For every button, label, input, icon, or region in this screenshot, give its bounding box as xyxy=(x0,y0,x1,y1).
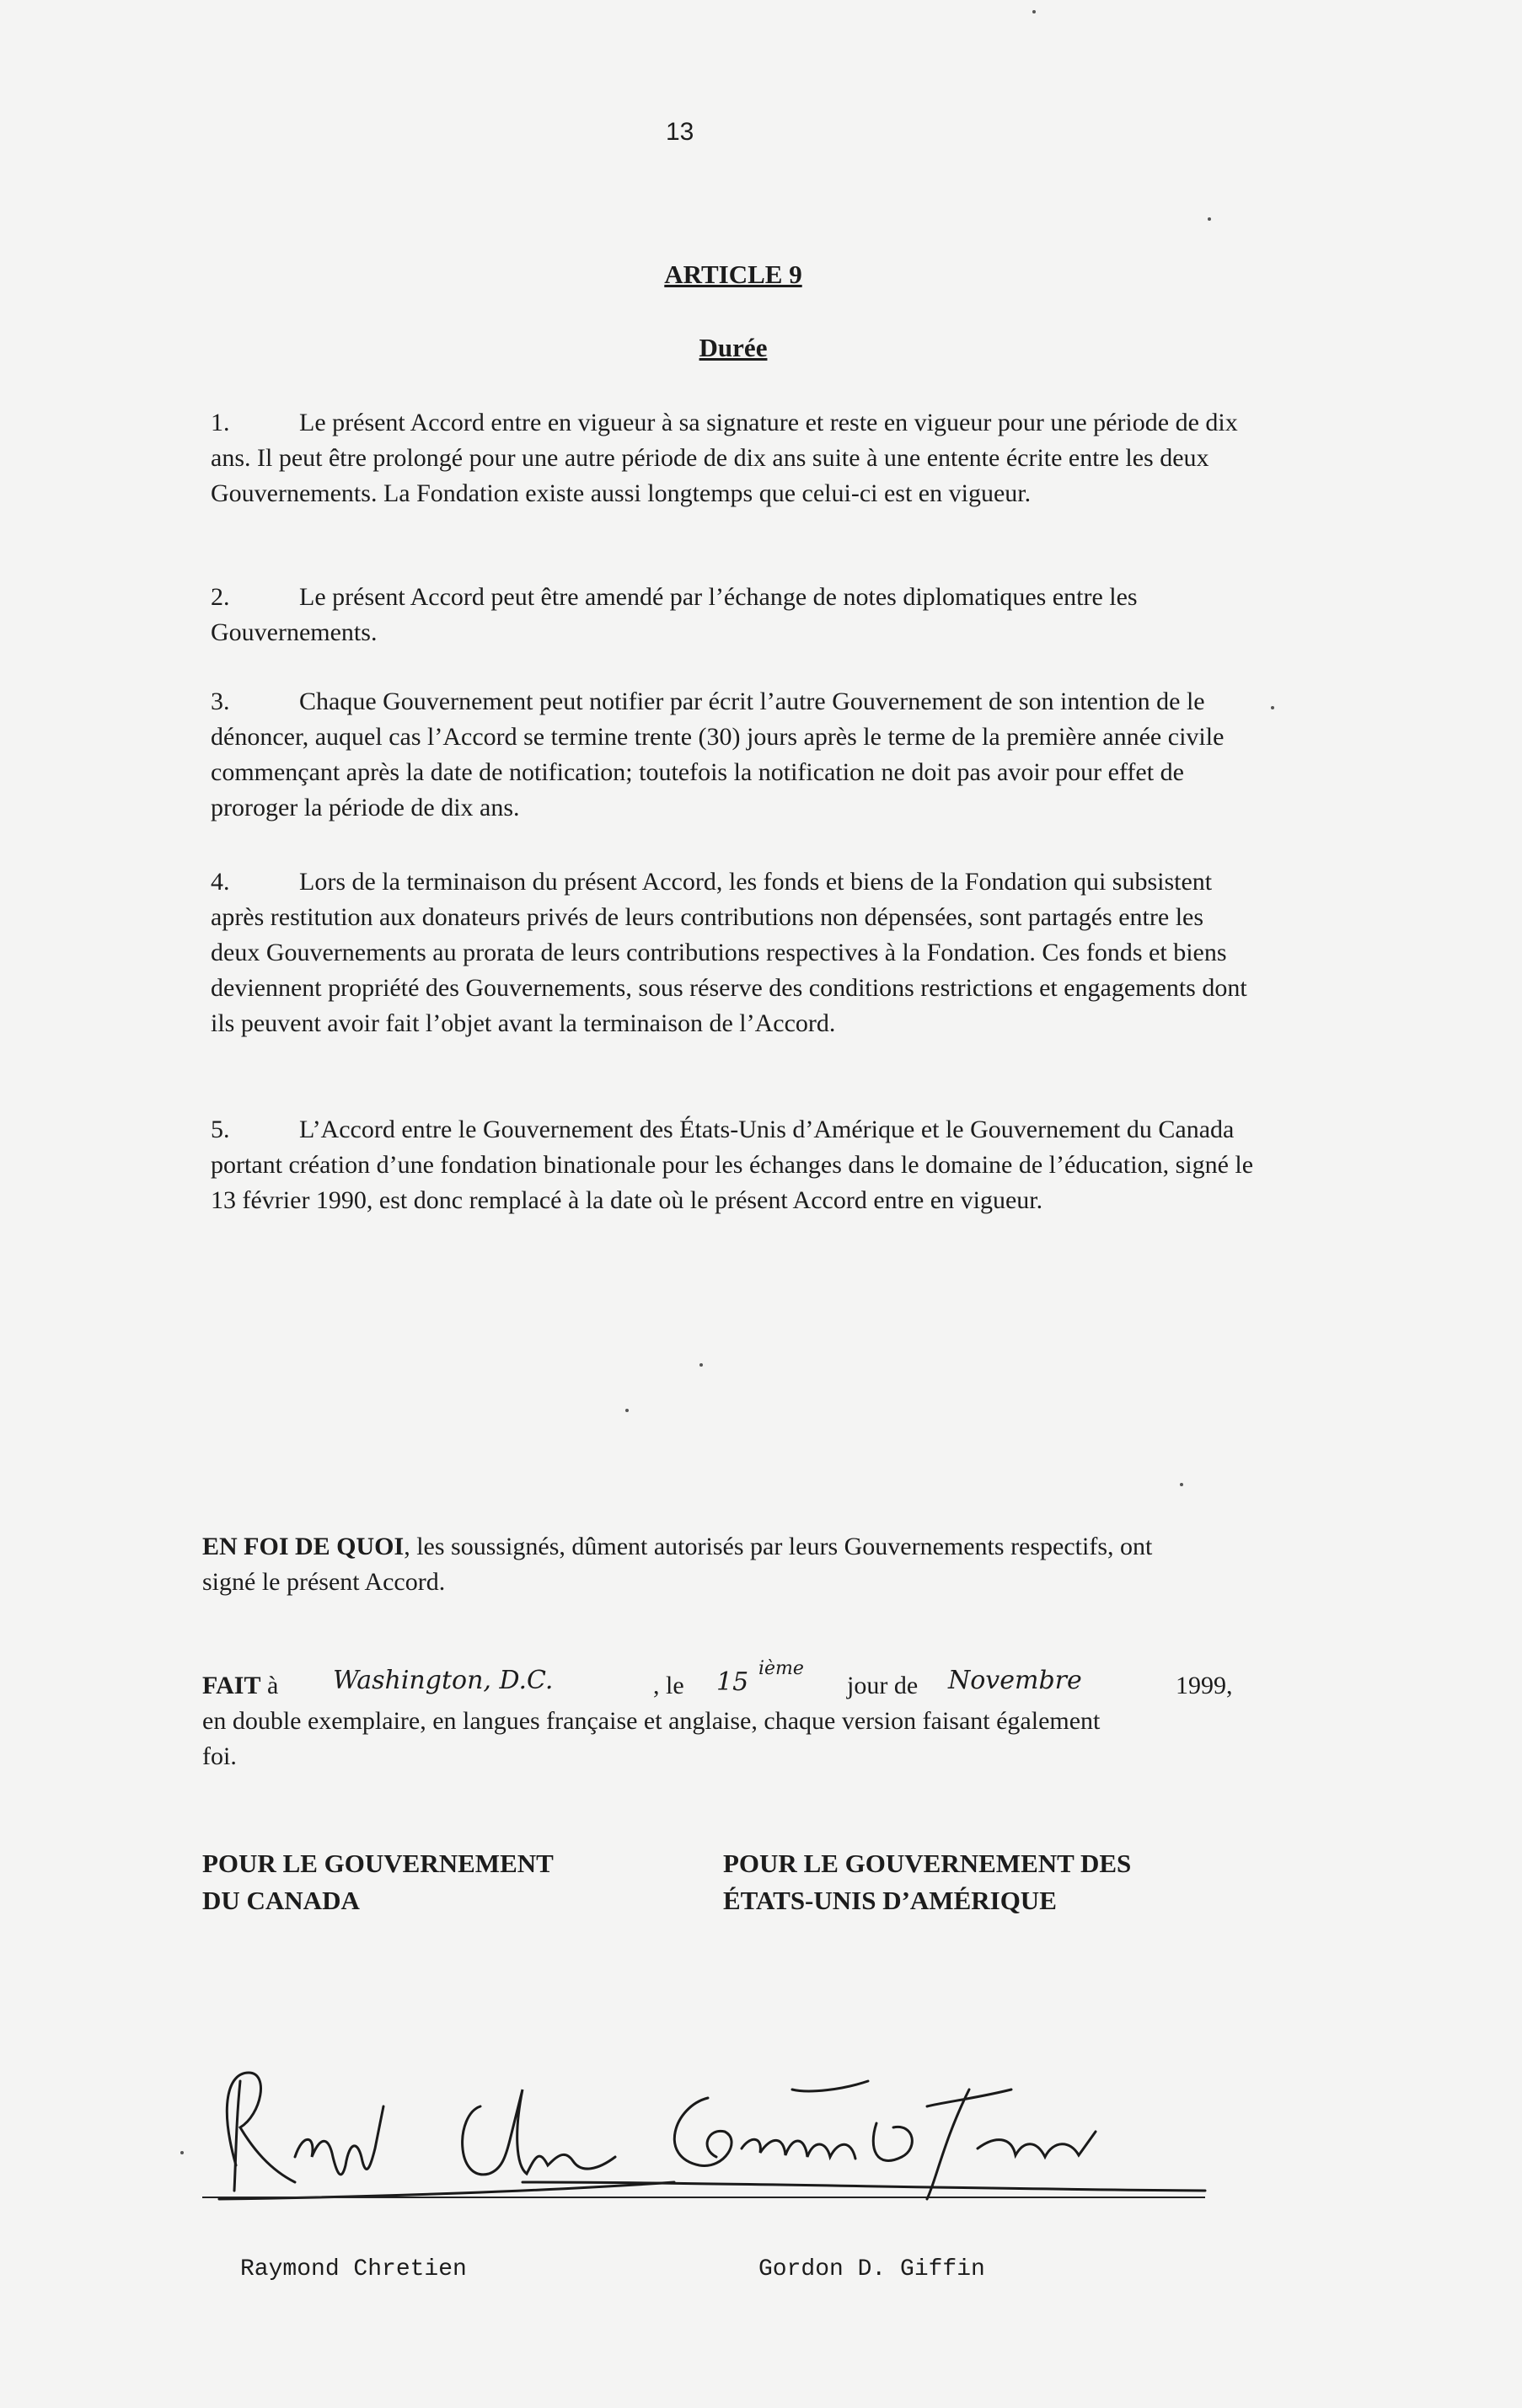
speck xyxy=(1180,1483,1183,1486)
canada-heading-line2: DU CANADA xyxy=(202,1886,360,1915)
speck xyxy=(1208,217,1211,221)
speck xyxy=(1032,10,1036,13)
paragraph-number: 4. xyxy=(211,868,230,896)
paragraph-2 xyxy=(211,580,1256,650)
canada-heading-line1: POUR LE GOUVERNEMENT xyxy=(202,1849,554,1878)
paragraph-1 xyxy=(211,405,1256,511)
done-at-rest: en double exemplaire, en langues française et anglaise, chaque version faisant également foi. xyxy=(202,1707,1101,1770)
fait-word: FAIT xyxy=(202,1672,261,1699)
paragraph-text: Le présent Accord entre en vigueur à sa signature et reste en vigueur pour une période de dix ans. Il peut être prolongé pour une autre période de dix ans suite à une entente écrite entre les deux Gouvernements. La Fondation existe aussi longtemps que celui-ci est en vigueur. xyxy=(211,409,1238,507)
witness-lead: EN FOI DE QUOI xyxy=(202,1533,405,1560)
paragraph-4 xyxy=(211,864,1256,1041)
signature-gordon-giffin xyxy=(523,2081,1205,2199)
article-subtitle: Durée xyxy=(699,333,768,362)
page-number: 13 xyxy=(666,118,694,146)
canada-signatory-name: Raymond Chretien xyxy=(240,2256,467,2282)
usa-heading-line1: POUR LE GOUVERNEMENT DES xyxy=(723,1849,1132,1878)
le-word: , le xyxy=(653,1672,684,1699)
day-handwritten: 15 xyxy=(716,1667,749,1697)
done-at-clause xyxy=(202,1658,1239,1774)
usa-signatory-heading xyxy=(723,1845,1131,1919)
year-text: 1999, xyxy=(1176,1672,1233,1699)
speck xyxy=(625,1409,629,1412)
witness-text: , les soussignés, dûment autorisés par leurs Gouvernements respectifs, ont signé le présent Accord. xyxy=(202,1533,1153,1596)
paragraph-number: 2. xyxy=(211,583,230,611)
paragraph-number: 3. xyxy=(211,688,230,715)
witness-clause xyxy=(202,1529,1171,1600)
a-word: à xyxy=(266,1672,279,1699)
usa-signatory-name: Gordon D. Giffin xyxy=(758,2256,985,2282)
day-suffix-handwritten: ième xyxy=(758,1658,804,1679)
paragraph-number: 1. xyxy=(211,409,230,436)
paragraph-text: Chaque Gouvernement peut notifier par écrit l’autre Gouvernement de son intention de le dénoncer, auquel cas l’Accord se termine trente (30) jours après le terme de la première année civile commençant après la date de notification; toutefois la notification ne doit pas avoir pour effet de proroger la période de dix ans. xyxy=(211,688,1225,821)
place-handwritten: Washington, D.C. xyxy=(333,1666,554,1695)
jour-de-word: jour de xyxy=(847,1672,919,1699)
speck xyxy=(1271,706,1274,709)
usa-heading-line2: ÉTATS-UNIS D’AMÉRIQUE xyxy=(723,1886,1057,1915)
article-title: ARTICLE 9 xyxy=(664,260,802,289)
signature-line xyxy=(202,2197,1205,2198)
paragraph-3 xyxy=(211,684,1256,826)
canada-signatory-heading xyxy=(202,1845,554,1919)
signature-raymond-chretien xyxy=(219,2073,674,2199)
paragraph-text: Le présent Accord peut être amendé par l’échange de notes diplomatiques entre les Gouvernements. xyxy=(211,583,1138,646)
month-handwritten: Novembre xyxy=(948,1666,1082,1695)
speck xyxy=(699,1363,703,1367)
paragraph-text: L’Accord entre le Gouvernement des États-Unis d’Amérique et le Gouvernement du Canada portant création d’une fondation binationale pour les échanges dans le domaine de l’éducation, signé le 13 février 1990, est donc remplacé à la date où le présent Accord entre en vigueur. xyxy=(211,1116,1254,1214)
paragraph-number: 5. xyxy=(211,1116,230,1143)
paragraph-5 xyxy=(211,1112,1256,1218)
paragraph-text: Lors de la terminaison du présent Accord, les fonds et biens de la Fondation qui subsistent après restitution aux donateurs privés de leurs contributions non dépensées, sont partagés entre les deux Gouvernements au prorata de leurs contributions respectives à la Fondation. Ces fonds et biens deviennent propriété des Gouvernements, sous réserve des conditions restrictions et engagements dont ils peuvent avoir fait l’objet avant la terminaison de l’Accord. xyxy=(211,868,1247,1037)
speck xyxy=(180,2151,184,2154)
handwritten-signatures xyxy=(202,2056,1214,2207)
